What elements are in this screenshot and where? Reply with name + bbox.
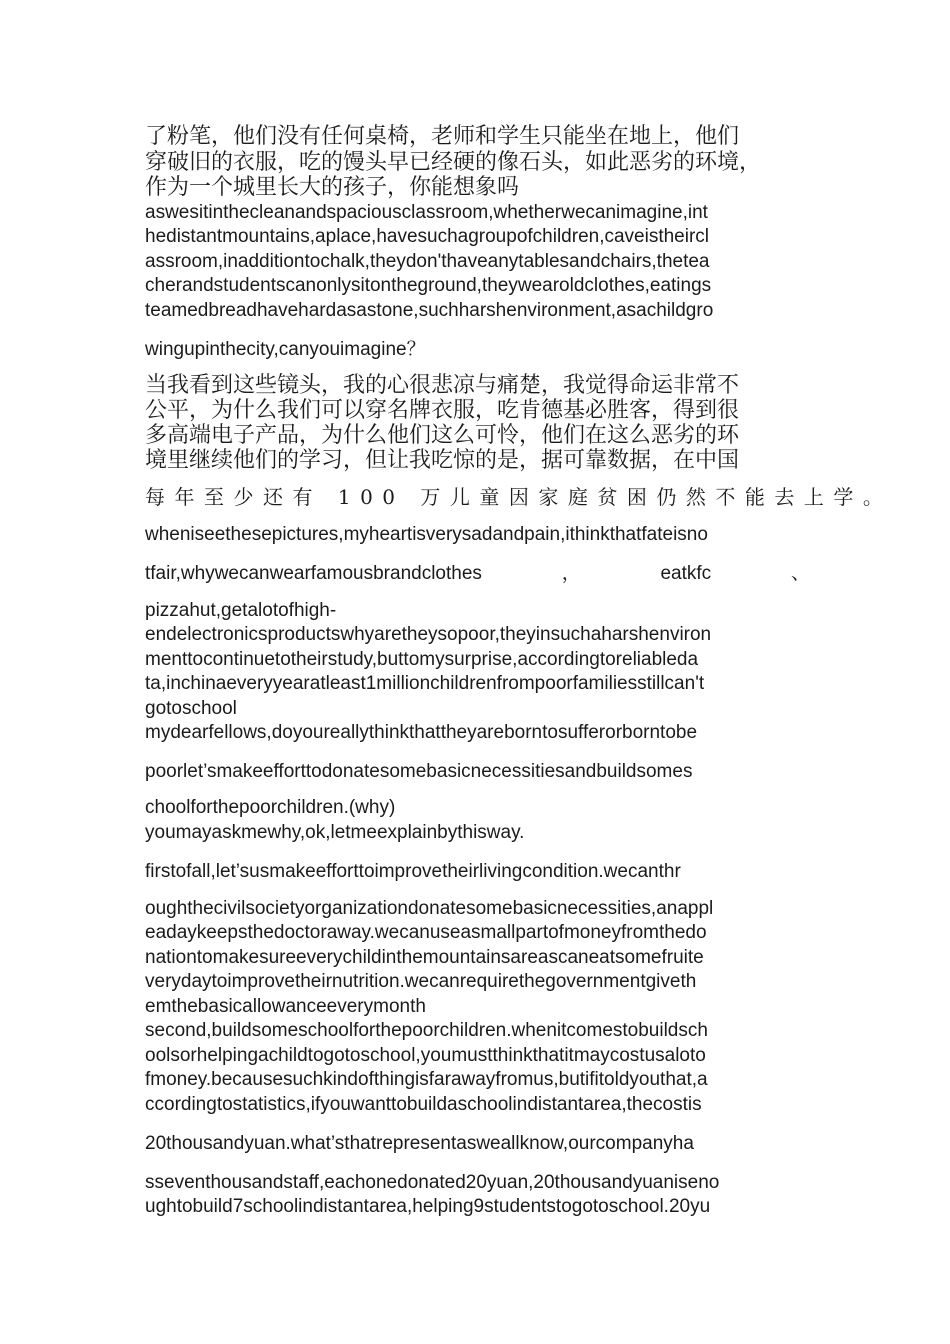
en-line-10: choolforthepoorchildren.(why) bbox=[145, 797, 396, 818]
en-para1-line-2: hedistantmountains,aplace,havesuchagroupofchildren,caveistheircl bbox=[145, 226, 710, 247]
cn-para1-line-2: 穿破旧的衣服，吃的馒头早已经硬的像石头，如此恶劣的环境， bbox=[145, 150, 762, 175]
en-para1-line-6: wingupinthecity,canyouimagine？ bbox=[145, 339, 426, 360]
cn-para2-line-1: 当我看到这些镜头，我的心很悲凉与痛楚，我觉得命运非常不 bbox=[145, 373, 740, 398]
en-line-6: ta,inchinaeveryyearatleast1millionchildrenfrompoorfamiliesstillcan't bbox=[145, 673, 705, 694]
en-line-20: fmoney.becausesuchkindofthingisfarawayfromus,butifitoldyouthat,a bbox=[145, 1069, 708, 1090]
en-line-24: ughtobuild7schoolindistantarea,helping9studentstogotoschool.20yu bbox=[145, 1196, 711, 1217]
en-para1-line-3: assroom,inadditiontochalk,theydon'thaveanytablesandchairs,thetea bbox=[145, 251, 710, 272]
en-line-11: youmayaskmewhy,ok,letmeexplainbythisway. bbox=[145, 822, 525, 843]
en-line-3: pizzahut,getalotofhigh- bbox=[145, 600, 337, 621]
en-line-18: second,buildsomeschoolforthepoorchildren.whenitcomestobuildsch bbox=[145, 1020, 708, 1041]
cn-para1-line-1: 了粉笔，他们没有任何桌椅，老师和学生只能坐在地上，他们 bbox=[145, 124, 740, 149]
cn-para2-line-5: 每年至少还有 100 万儿童因家庭贫困仍然不能去上学。 bbox=[145, 485, 893, 509]
en-line-14: eadaykeepsthedoctoraway.wecanuseasmallpartofmoneyfromthedo bbox=[145, 922, 707, 943]
en-line-2 bbox=[145, 561, 810, 586]
en-line-1: wheniseethesepictures,myheartisverysadandpain,ithinkthatfateisno bbox=[145, 524, 708, 545]
en-line-15: nationtomakesureeverychildinthemountainsareascaneatsomefruite bbox=[145, 947, 704, 968]
en-line-2-part-c: eatkfc bbox=[660, 563, 712, 584]
cn-para1-line-3: 作为一个城里长大的孩子，你能想象吗 bbox=[145, 175, 520, 200]
en-line-22: 20thousandyuan.what’sthatrepresentasweallknow,ourcompanyha bbox=[145, 1133, 694, 1154]
cn-para2-line-4: 境里继续他们的学习，但让我吃惊的是，据可靠数据，在中国 bbox=[145, 448, 740, 473]
en-line-2-part-b: ， bbox=[561, 563, 581, 584]
en-line-12: firstofall,let’susmakeefforttoimprovetheirlivingcondition.wecanthr bbox=[145, 861, 681, 882]
en-line-13: oughthecivilsocietyorganizationdonatesomebasicnecessities,anappl bbox=[145, 898, 714, 919]
en-line-23: sseventhousandstaff,eachonedonated20yuan,20thousandyuaniseno bbox=[145, 1172, 720, 1193]
en-line-9: poorlet’smakeefforttodonatesomebasicnecessitiesandbuildsomes bbox=[145, 761, 693, 782]
en-line-4: endelectronicsproductswhyaretheysopoor,theyinsuchaharshenviron bbox=[145, 624, 712, 645]
en-line-19: oolsorhelpingachildtogotoschool,youmustthinkthatitmaycostusaloto bbox=[145, 1045, 706, 1066]
en-line-2-part-d: 、 bbox=[790, 563, 810, 584]
cn-para2-line-2: 公平，为什么我们可以穿名牌衣服，吃肯德基必胜客，得到很 bbox=[145, 398, 740, 423]
cn-para2-line-3: 多高端电子产品，为什么他们这么可怜，他们在这么恶劣的环 bbox=[145, 423, 740, 448]
en-line-16: verydaytoimprovetheirnutrition.wecanrequirethegovernmentgiveth bbox=[145, 971, 697, 992]
en-line-8: mydearfellows,doyoureallythinkthattheyareborntosufferorborntobe bbox=[145, 722, 698, 743]
en-para1-line-4: cherandstudentscanonlysitontheground,theywearoldclothes,eatings bbox=[145, 275, 712, 296]
en-para1-line-1: aswesitinthecleanandspaciousclassroom,whetherwecanimagine,int bbox=[145, 202, 708, 223]
en-para1-line-5: teamedbreadhavehardasastone,suchharshenvironment,asachildgro bbox=[145, 300, 714, 321]
en-line-7: gotoschool bbox=[145, 698, 237, 719]
en-line-5: menttocontinuetotheirstudy,buttomysurprise,accordingtoreliableda bbox=[145, 649, 699, 670]
en-line-17: emthebasicallowanceeverymonth bbox=[145, 996, 426, 1017]
en-line-2-part-a: tfair,whywecanwearfamousbrandclothes bbox=[145, 563, 482, 584]
en-line-21: ccordingtostatistics,ifyouwanttobuildaschoolindistantarea,thecostis bbox=[145, 1094, 702, 1115]
